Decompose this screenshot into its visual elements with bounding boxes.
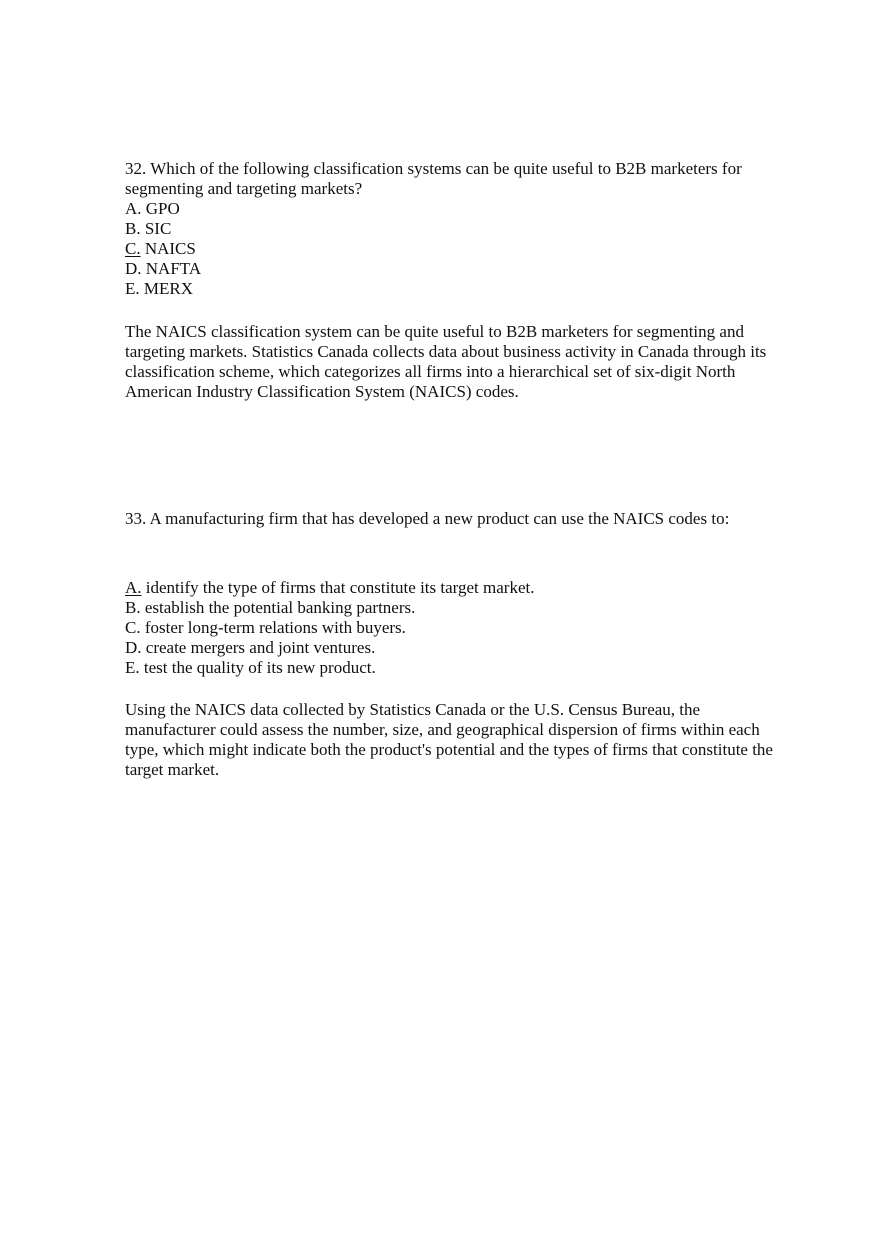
question-33-options xyxy=(125,578,785,678)
option-33-b xyxy=(125,598,785,618)
option-letter: C. xyxy=(125,618,141,637)
option-letter: D. xyxy=(125,638,142,657)
option-33-e xyxy=(125,658,785,678)
option-text: GPO xyxy=(141,199,180,218)
question-32-stem-line-1: 32. Which of the following classification systems can be quite useful to B2B marketers for xyxy=(125,159,742,178)
option-33-c xyxy=(125,618,785,638)
option-text: create mergers and joint ventures. xyxy=(141,638,376,657)
option-32-c xyxy=(125,239,785,259)
option-text: identify the type of firms that constitute its target market. xyxy=(141,578,535,597)
question-33-explanation: Using the NAICS data collected by Statistics Canada or the U.S. Census Bureau, the manufacturer could assess the number, size, and geographical dispersion of firms within each type, which might indicate both the product's potential and the types of firms that constitute the target market. xyxy=(125,700,773,779)
option-text: SIC xyxy=(140,219,172,238)
option-letter: A. xyxy=(125,199,142,218)
option-letter: B. xyxy=(125,598,141,617)
option-letter: B. xyxy=(125,219,141,238)
option-32-e xyxy=(125,279,785,299)
option-letter-correct: A. xyxy=(125,578,142,597)
question-33-stem: 33. A manufacturing firm that has developed a new product can use the NAICS codes to: xyxy=(125,509,730,528)
option-text: NAICS xyxy=(140,239,196,258)
question-32 xyxy=(125,159,785,402)
option-32-d xyxy=(125,259,785,279)
option-letter: E. xyxy=(125,279,140,298)
option-letter-correct: C. xyxy=(125,239,141,258)
option-text: MERX xyxy=(139,279,194,298)
question-32-stem-line-2: segmenting and targeting markets? xyxy=(125,179,363,198)
option-32-a xyxy=(125,199,785,219)
option-text: foster long-term relations with buyers. xyxy=(140,618,406,637)
question-33 xyxy=(125,509,785,780)
question-32-explanation: The NAICS classification system can be quite useful to B2B marketers for segmenting and targeting markets. Statistics Canada collects data about business activity in Canada through its classification scheme, which categorizes all firms into a hierarchical set of six-digit North American Industry Classification System (NAICS) codes. xyxy=(125,322,767,401)
option-text: establish the potential banking partners. xyxy=(140,598,416,617)
question-32-options xyxy=(125,199,785,299)
option-text: NAFTA xyxy=(141,259,202,278)
option-32-b xyxy=(125,219,785,239)
option-text: test the quality of its new product. xyxy=(139,658,376,677)
option-letter: D. xyxy=(125,259,142,278)
option-33-d xyxy=(125,638,785,658)
option-letter: E. xyxy=(125,658,140,677)
option-33-a xyxy=(125,578,785,598)
